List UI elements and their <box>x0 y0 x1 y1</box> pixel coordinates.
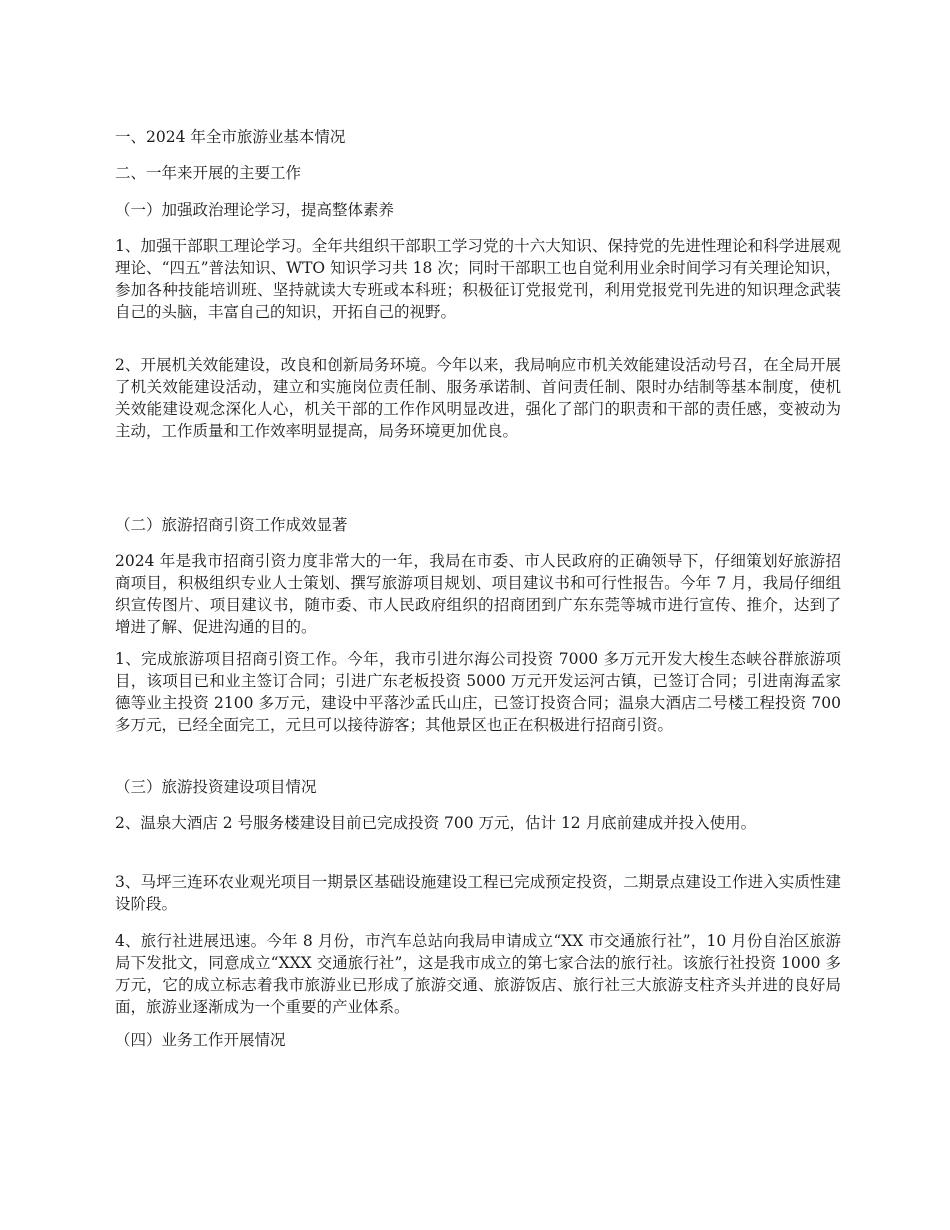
section-title-theory-study: （一）加强政治理论学习，提高整体素养 <box>115 201 395 219</box>
heading-basic-situation: 一、2024 年全市旅游业基本情况 <box>115 128 346 146</box>
paragraph-efficiency-building: 2、开展机关效能建设，改良和创新局务环境。今年以来，我局响应市机关效能建设活动号召，在全局开展了机关效能建设活动，建立和实施岗位责任制、服务承诺制、首问责任制、限时办结制等基本制度，使机关效能建设观念深化人心，机关干部的工作作风明显改进，强化了部门的职责和干部的责任感，变被动为主动，工作质量和工作效率明显提高，局务环境更加优良。 <box>115 356 841 440</box>
section-title-business-work: （四）业务工作开展情况 <box>115 1031 286 1049</box>
section-title-construction: （三）旅游投资建设项目情况 <box>115 778 317 796</box>
paragraph-hotel-building: 2、温泉大酒店 2 号服务楼建设目前已完成投资 700 万元，估计 12 月底前建成并投入使用。 <box>115 814 757 832</box>
paragraph-investment-projects: 1、完成旅游项目招商引资工作。今年，我市引进尔海公司投资 7000 多万元开发大梭生态峡谷群旅游项目，该项目已和业主签订合同；引进广东老板投资 5000 万元开发运河古镇，已签订合同；引进南海孟家德等业主投资 2100 多万元，建设中平落沙孟氏山庄，已签订投资合同；温泉大酒店二号楼工程投资 700 多万元，已经全面完工，元旦可以接待游客；其他景区也正在积极进行招商引资。 <box>115 650 841 734</box>
paragraph-travel-agency: 4、旅行社进展迅速。今年 8 月份，市汽车总站向我局申请成立“XX 市交通旅行社”，10 月份自治区旅游局下发批文，同意成立“XXX 交通旅行社”，这是我市成立的第七家合法的旅行社。该旅行社投资 1000 多万元，它的成立标志着我市旅游业已形成了旅游交通、旅游饭店、旅行社三大旅游支柱齐头并进的良好局面，旅游业逐渐成为一个重要的产业体系。 <box>115 932 841 1016</box>
heading-main-work: 二、一年来开展的主要工作 <box>115 164 302 182</box>
paragraph-theory-study: 1、加强干部职工理论学习。全年共组织干部职工学习党的十六大知识、保持党的先进性理论和科学进展观理论、“四五”普法知识、WTO 知识学习共 18 次；同时干部职工也自觉利用业余时间学习有关理论知识，参加各种技能培训班、坚持就读大专班或本科班；积极征订党报党刊，利用党报党刊先进的知识理念武装自己的头脑，丰富自己的知识，开拓自己的视野。 <box>115 237 841 321</box>
paragraph-agri-tourism: 3、马坪三连环农业观光项目一期景区基础设施建设工程已完成预定投资，二期景点建设工作进入实质性建设阶段。 <box>115 873 841 913</box>
section-title-investment: （二）旅游招商引资工作成效显著 <box>115 516 348 534</box>
paragraph-investment-intro: 2024 年是我市招商引资力度非常大的一年，我局在市委、市人民政府的正确领导下，仔细策划好旅游招商项目，积极组织专业人士策划、撰写旅游项目规划、项目建议书和可行性报告。今年 7 月，我局仔细组织宣传图片、项目建议书，随市委、市人民政府组织的招商团到广东东莞等城市进行宣传、推介，达到了增进了解、促进沟通的目的。 <box>115 552 841 636</box>
